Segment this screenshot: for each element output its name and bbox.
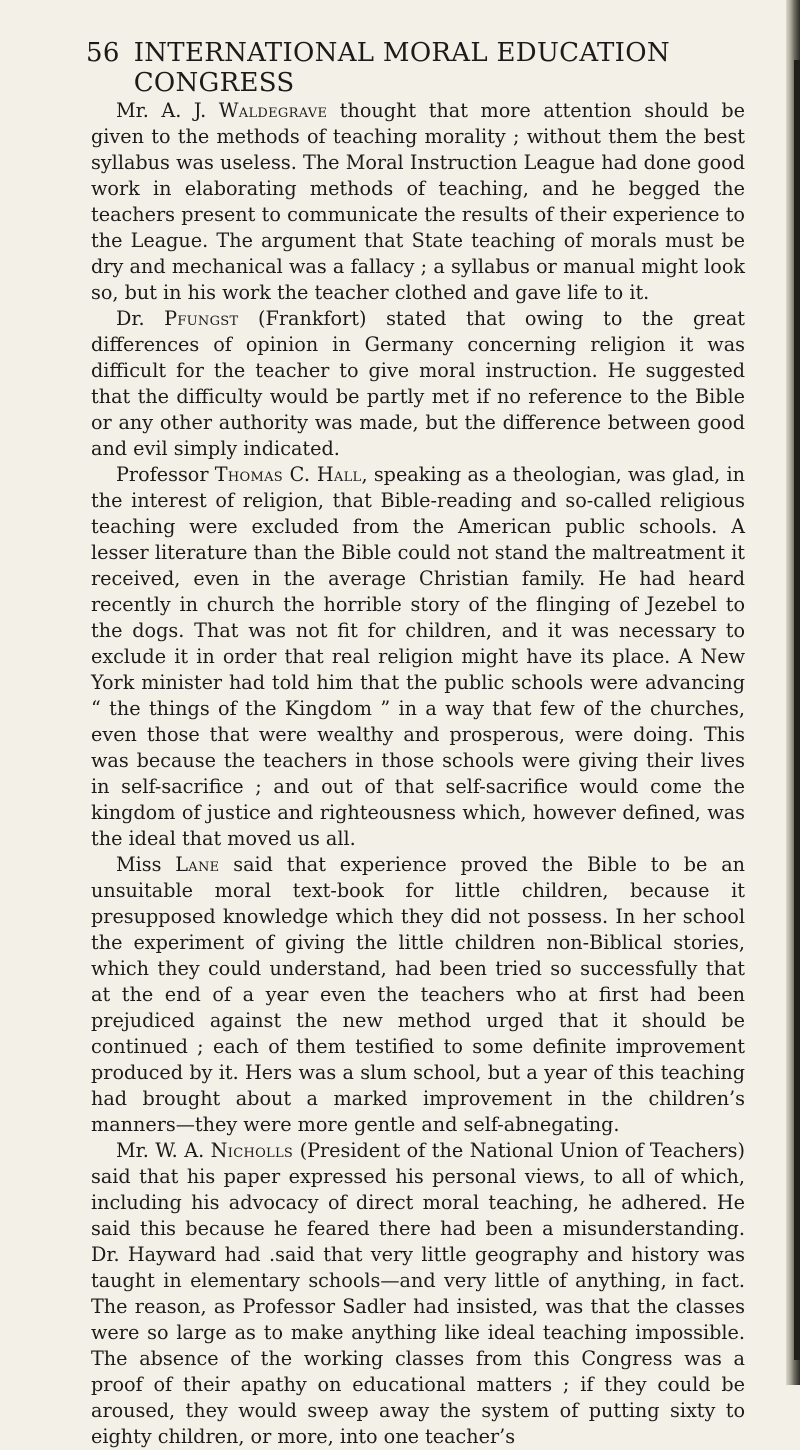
speaker-prefix: Mr. A. J.	[116, 99, 219, 122]
paragraph-hall	[91, 462, 745, 852]
speaker-prefix: Professor	[116, 463, 215, 486]
page-edge-shadow	[794, 60, 800, 1360]
paragraph-text: said that experience proved the Bible to be an unsuitable moral text-book for little children, because it presupposed knowledge which they did not possess. In her school the experiment of giving the little children non-Biblical stories, which they could understand, had been tried so successfully that at the end of a year even the teachers who at first had been prejudiced against the new method urged that it should be continued ; each of them testified to some definite improvement produced by it. Hers was a slum school, but a year of this teaching had brought about a marked improvement in the children’s manners—they were more gentle and self-abnegating.	[91, 853, 745, 1136]
paragraph-text: (President of the National Union of Teachers) said that his paper expressed his personal views, to all of which, including his advocacy of direct moral teaching, he adhered. He said this because he feared there had been a misunderstanding. Dr. Hayward had .said that very little geography and history was taught in elementary schools—and very little of anything, in fact. The reason, as Professor Sadler had insisted, was that the classes were so large as to make anything like ideal teaching impossible. The absence of the working classes from this Congress was a proof of their apathy on educational matters ; if they could be aroused, they would sweep away the system of putting sixty to eighty children, or more, into one teacher’s	[91, 1139, 745, 1448]
paragraph-waldegrave	[91, 98, 745, 306]
page-body	[91, 98, 745, 1450]
page-number: 56	[86, 38, 120, 68]
running-head: INTERNATIONAL MORAL EDUCATION CONGRESS	[133, 38, 670, 98]
speaker-name: Thomas C. Hall	[214, 463, 362, 486]
speaker-name: Nicholls	[210, 1139, 294, 1162]
speaker-prefix: Mr. W. A.	[116, 1139, 211, 1162]
paragraph-nicholls	[91, 1138, 745, 1450]
page-header	[86, 38, 746, 98]
paragraph-text: thought that more attention should be given to the methods of teaching morality ; without them the best syllabus was useless. The Moral Instruction League had done good work in elaborating methods of teaching, and he begged the teachers present to communicate the results of their experience to the League. The argument that State teaching of morals must be dry and mechanical was a fallacy ; a syllabus or manual might look so, but in his work the teacher clothed and gave life to it.	[91, 99, 745, 304]
speaker-name: Waldegrave	[218, 99, 328, 122]
speaker-prefix: Dr.	[116, 307, 165, 330]
paragraph-text: (Frankfort) stated that owing to the great differences of opinion in Germany concerning religion it was difficult for the teacher to give moral instruction. He suggested that the difficulty would be partly met if no reference to the Bible or any other authority was made, but the difference between good and evil simply indicated.	[91, 307, 745, 460]
speaker-name: Pfungst	[164, 307, 239, 330]
paragraph-lane	[91, 852, 745, 1138]
speaker-name: Lane	[175, 853, 220, 876]
speaker-prefix: Miss	[116, 853, 176, 876]
paragraph-pfungst	[91, 306, 745, 462]
paragraph-text: , speaking as a theologian, was glad, in the interest of religion, that Bible-reading and so-called religious teaching were excluded from the American public schools. A lesser literature than the Bible could not stand the maltreatment it received, even in the average Christian family. He had heard recently in church the horrible story of the flinging of Jezebel to the dogs. That was not fit for children, and it was necessary to exclude it in order that real religion might have its place. A New York minister had told him that the public schools were advancing “ the things of the Kingdom ” in a way that few of the churches, even those that were wealthy and prosperous, were doing. This was because the teachers in those schools were giving their lives in self-sacrifice ; and out of that self-sacrifice would come the kingdom of justice and righteousness which, however defined, was the ideal that moved us all.	[91, 463, 746, 850]
